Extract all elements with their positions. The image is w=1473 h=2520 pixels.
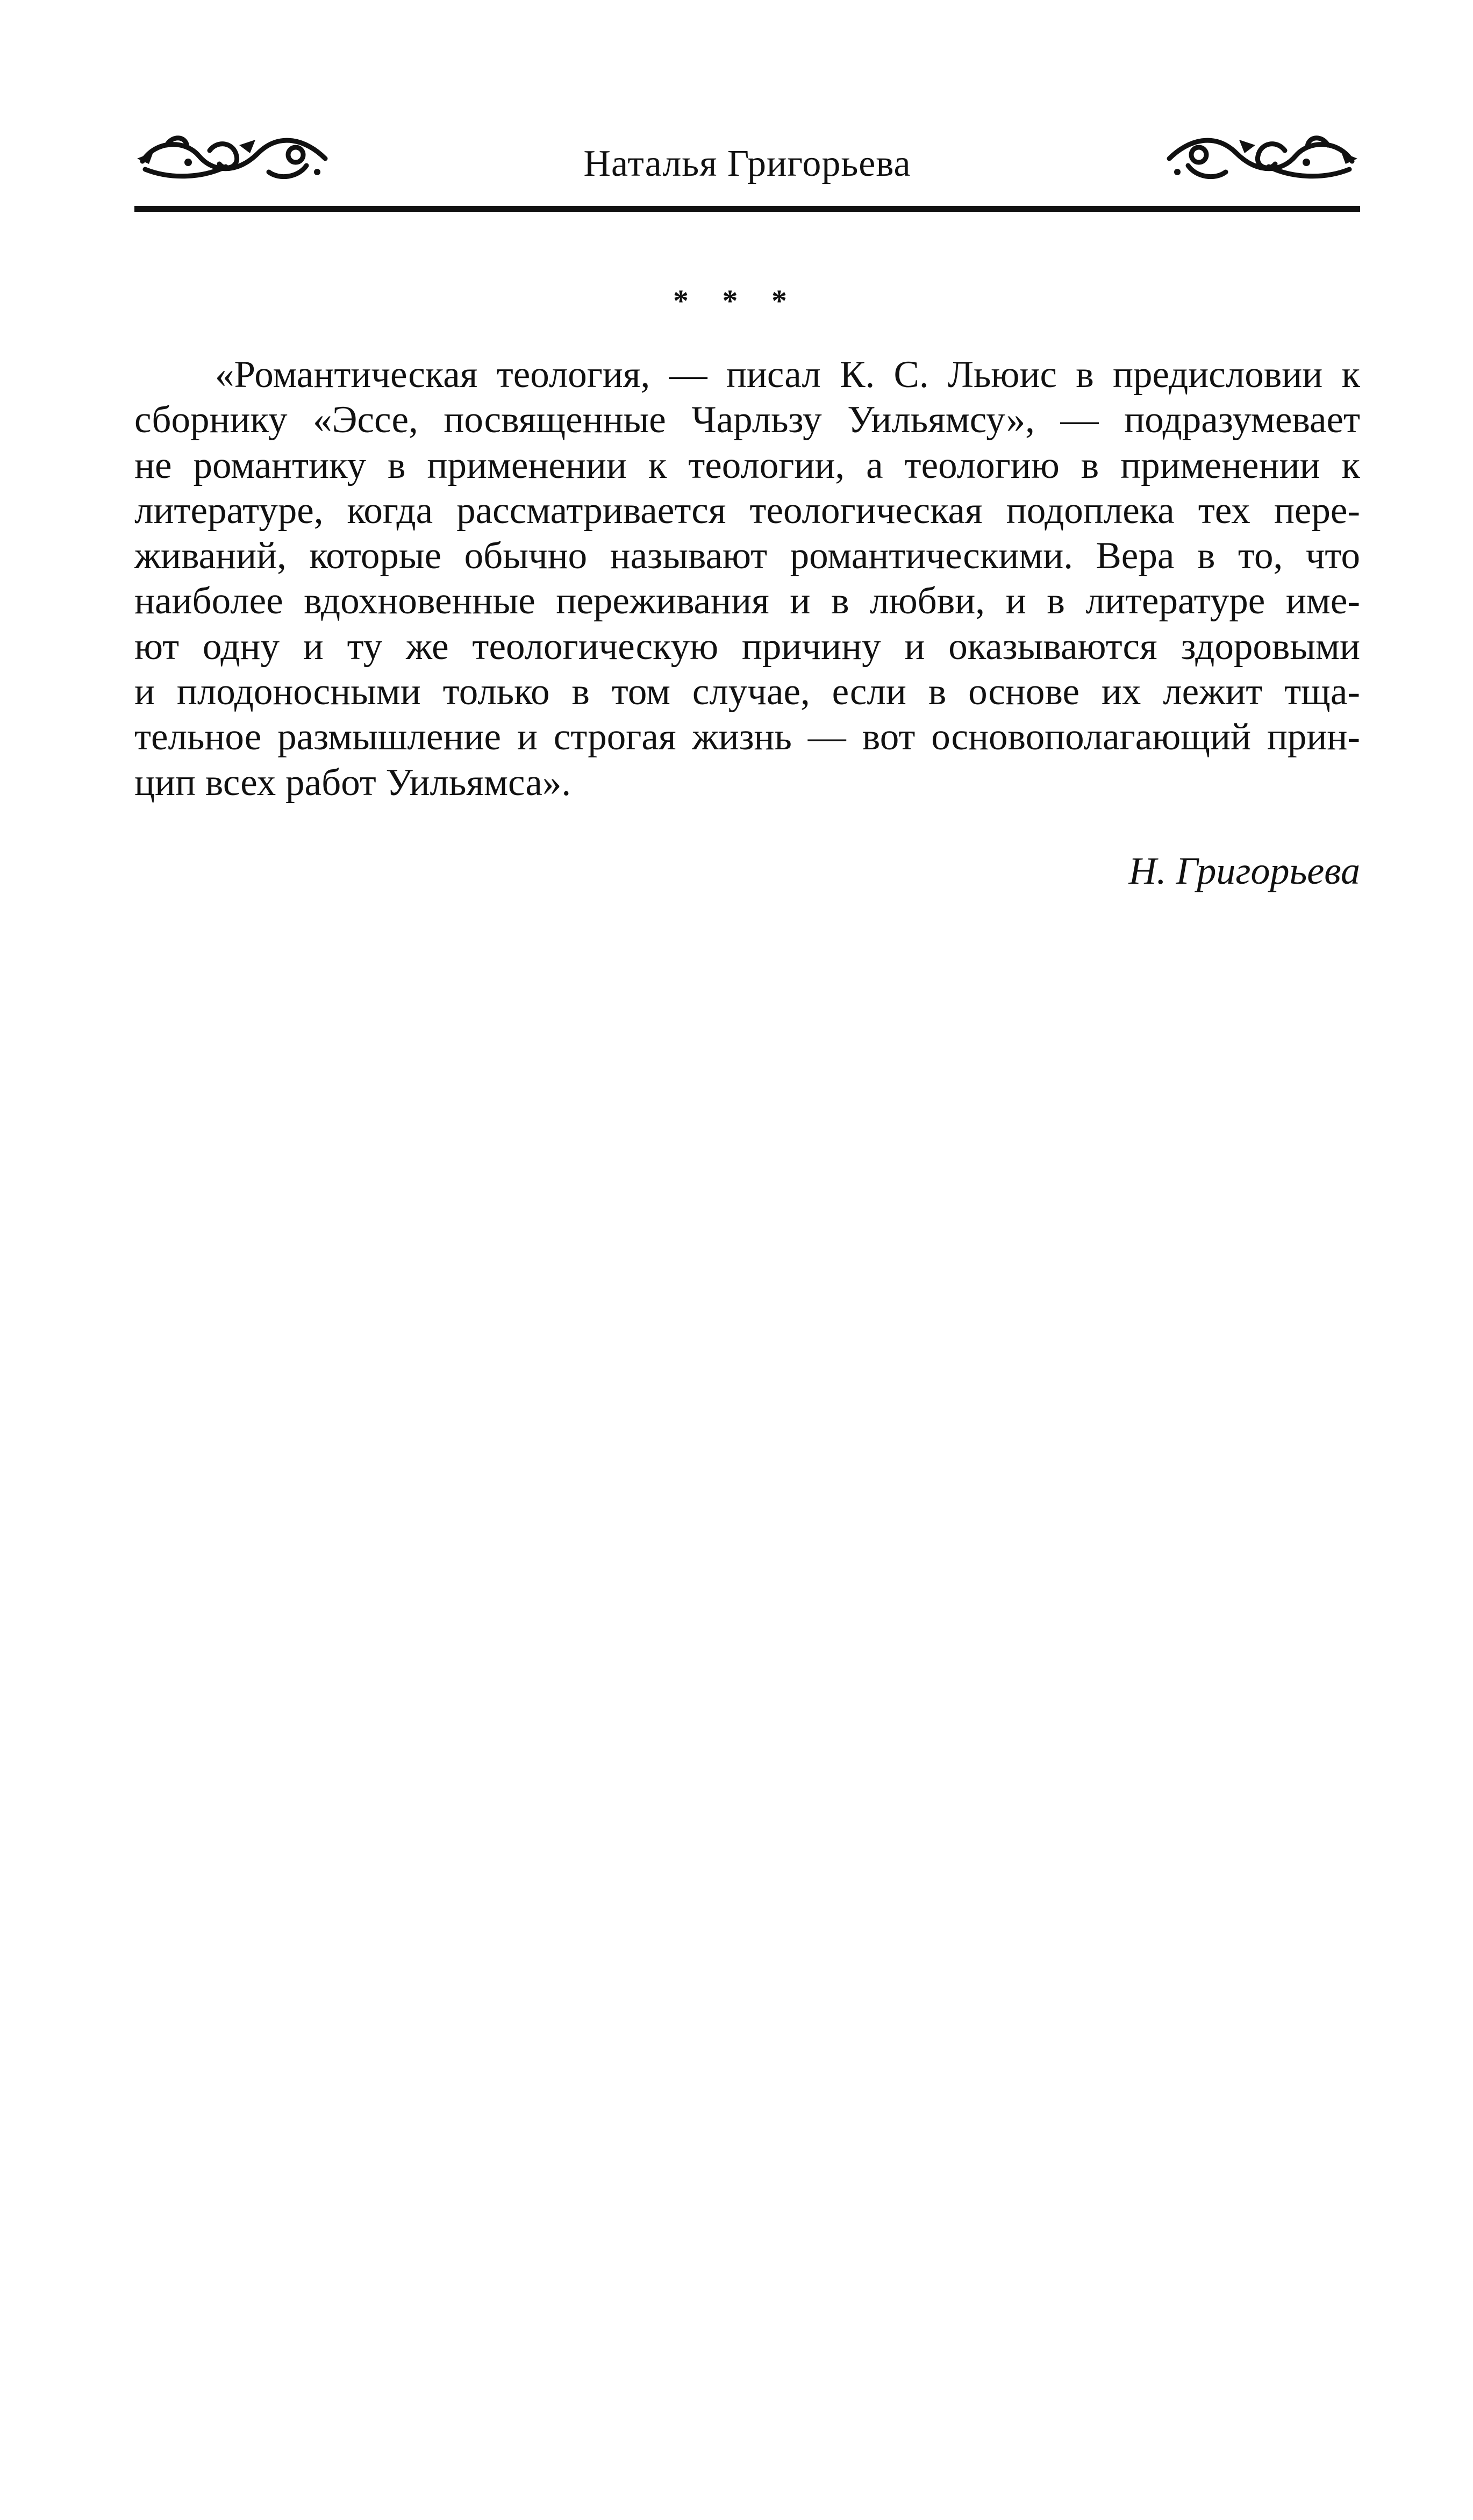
author-signature: Н. Григорьева bbox=[1128, 849, 1360, 892]
running-head bbox=[134, 121, 1360, 196]
paragraph-line: цип всех работ Уильямса». bbox=[134, 761, 571, 804]
paragraph-line: тельное размышление и строгая жизнь — вот основополагающий прин- bbox=[134, 716, 1360, 758]
header-rule bbox=[134, 206, 1360, 212]
running-title: Наталья Григорьева bbox=[583, 143, 911, 184]
paragraph-line: литературе, когда рассматривается теологическая подоплека тех пере- bbox=[134, 489, 1360, 532]
paragraph-line: наиболее вдохновенные переживания и в любви, и в литературе име- bbox=[134, 580, 1360, 622]
paragraph-line: ют одну и ту же теологическую причину и оказываются здоровыми bbox=[134, 625, 1360, 668]
paragraph-line: живаний, которые обычно называют романтическими. Вера в то, что bbox=[134, 535, 1360, 577]
section-asterism: * * * bbox=[673, 283, 800, 318]
paragraph-line: не романтику в применении к теологии, а теологию в применении к bbox=[134, 444, 1360, 486]
vine-ornament-icon bbox=[1161, 129, 1360, 185]
paragraph-line: и плодоносными только в том случае, если в основе их лежит тща- bbox=[134, 671, 1360, 713]
paragraph-line: «Романтическая теология, — писал К. С. Льюис в предисловии к bbox=[215, 354, 1360, 396]
paragraph-line: сборнику «Эссе, посвященные Чарльзу Уильямсу», — подразумевает bbox=[134, 399, 1360, 441]
body-paragraph bbox=[134, 352, 1360, 805]
